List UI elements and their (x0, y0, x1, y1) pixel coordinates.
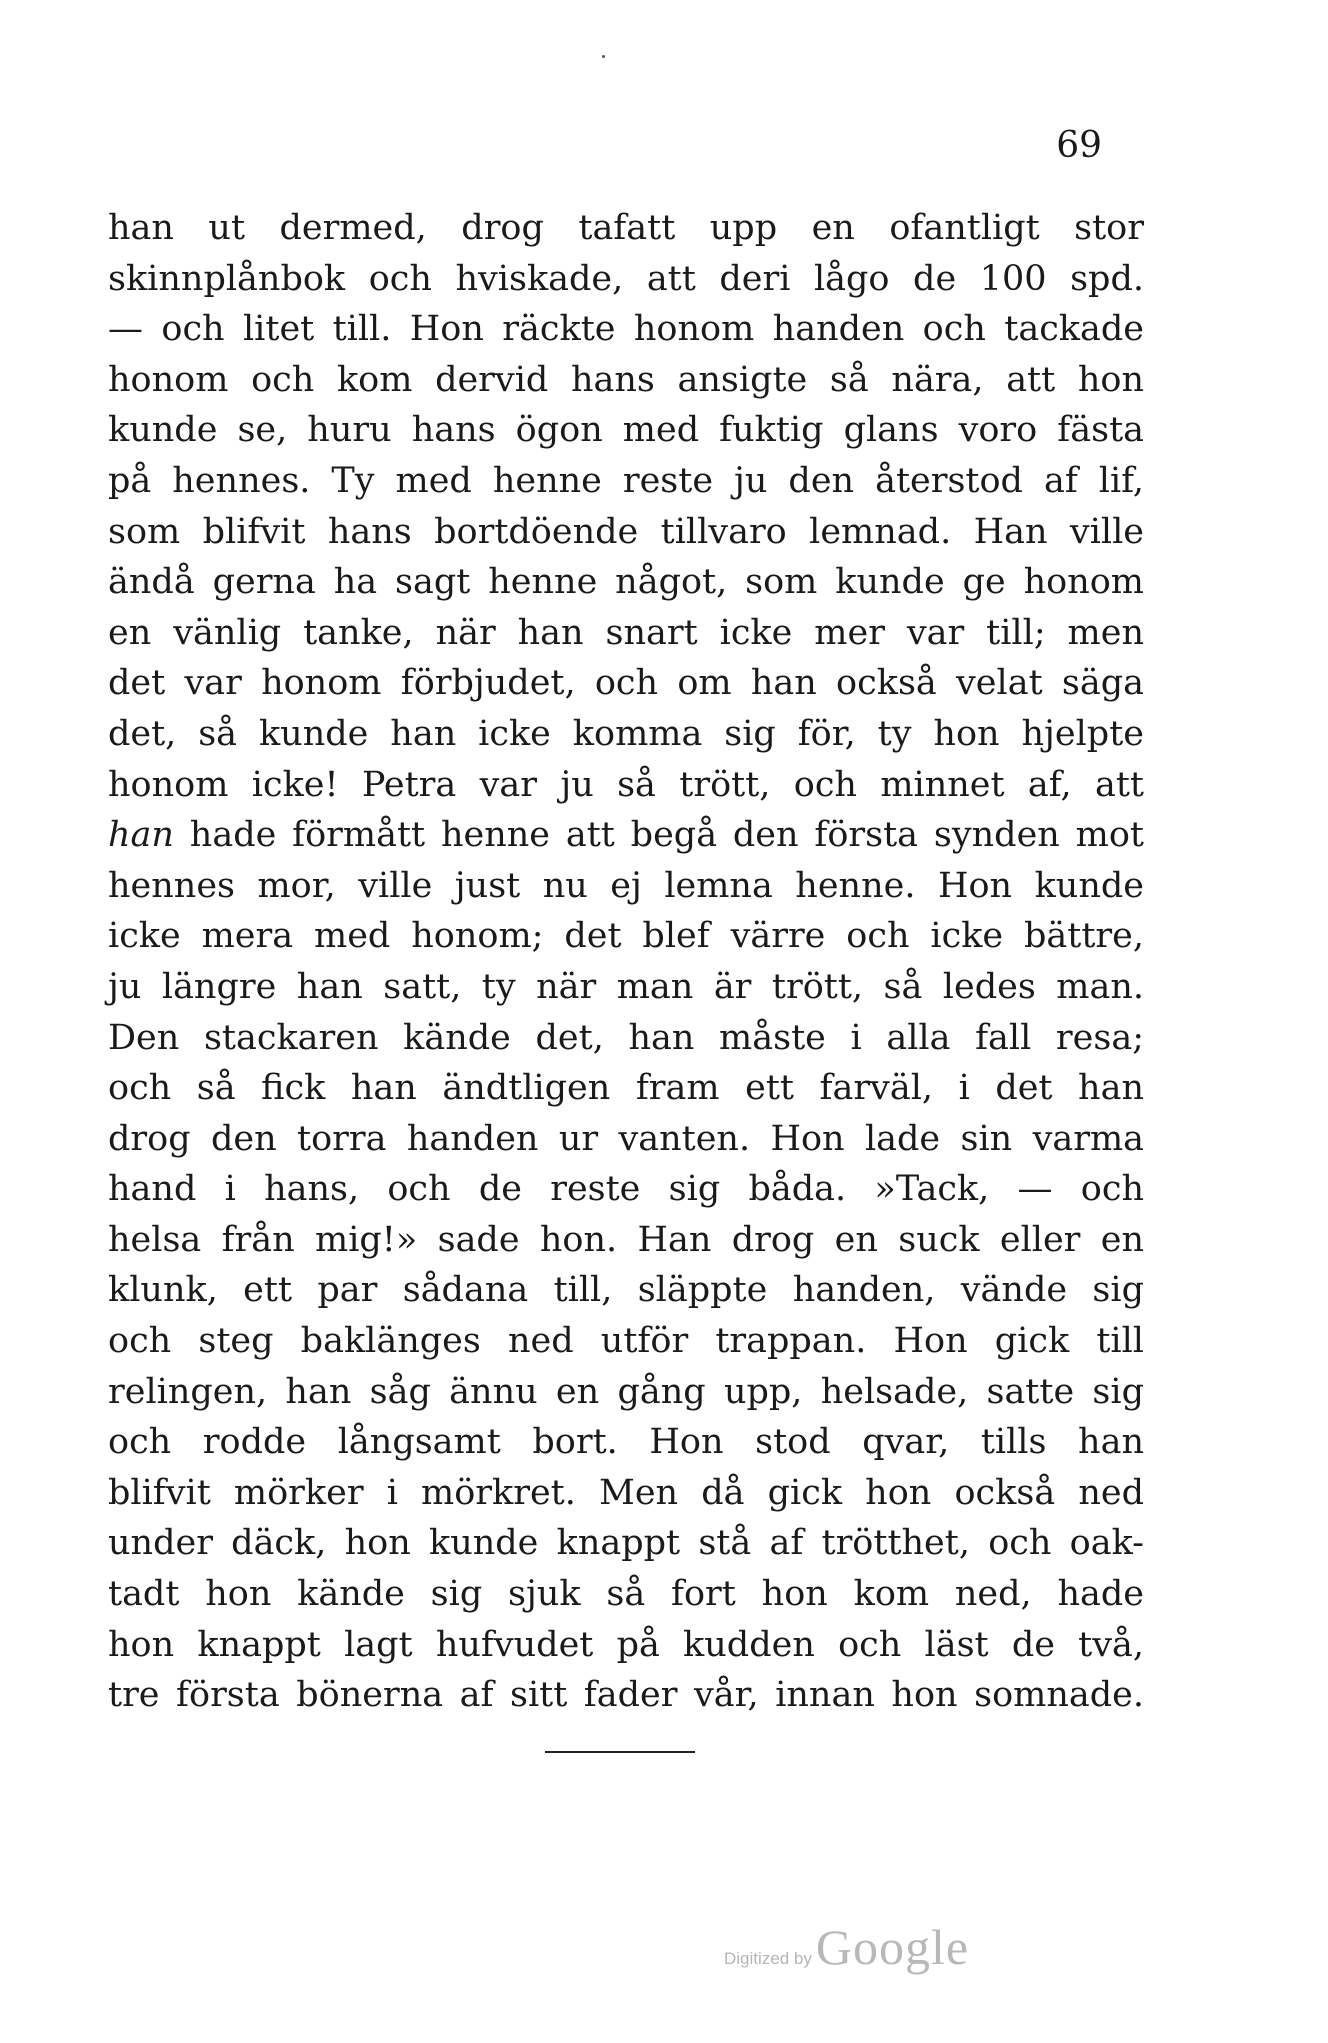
text-line: en vänlig tanke, när han snart icke mer var till; men (108, 612, 1144, 653)
text-line: hennes mor, ville just nu ej lemna henne. Hon kunde (108, 865, 1144, 906)
section-end-rule (545, 1751, 695, 1753)
text-line: helsa från mig!» sade hon. Han drog en suck eller en (108, 1219, 1144, 1260)
text-line: under däck, hon kunde knappt stå af trötthet, och oak- (108, 1523, 1144, 1564)
text-line: icke mera med honom; det blef värre och icke bättre, (108, 916, 1144, 957)
text-line: skinnplånbok och hviskade, att deri lågo de 100 spd. (108, 258, 1144, 299)
text-line-rest: hade förmått henne att begå den första synden mot (173, 815, 1144, 856)
text-line: det var honom förbjudet, och om han också velat säga (108, 663, 1144, 704)
text-line: det, så kunde han icke komma sig för, ty hon hjelpte (108, 713, 1144, 754)
text-line: som blifvit hans bortdöende tillvaro lemnad. Han ville (108, 511, 1144, 552)
text-line: och så fick han ändtligen fram ett farväl, i det han (108, 1068, 1144, 1109)
text-line: tre första bönerna af sitt fader vår, innan hon somnade. (108, 1675, 1144, 1716)
text-line: ändå gerna ha sagt henne något, som kunde ge honom (108, 562, 1144, 603)
watermark-prefix: Digitized by (724, 1949, 812, 1968)
print-speck (602, 55, 605, 58)
text-line: — och litet till. Hon räckte honom handen och tackade (108, 309, 1144, 350)
text-line: han ut dermed, drog tafatt upp en ofantligt stor (108, 208, 1144, 248)
text-line: kunde se, huru hans ögon med fuktig glans voro fästa (108, 410, 1144, 451)
watermark-brand: Google (815, 1919, 970, 1975)
text-line: hon knappt lagt hufvudet på kudden och läst de två, (108, 1624, 1144, 1665)
text-line: ju längre han satt, ty när man är trött, så ledes man. (108, 966, 1144, 1007)
text-line: honom icke! Petra var ju så trött, och minnet af, att (108, 764, 1144, 805)
text-line (108, 810, 1144, 861)
page-number: 69 (1056, 125, 1102, 166)
text-line: hand i hans, och de reste sig båda. »Tack, — och (108, 1169, 1144, 1210)
text-line: Den stackaren kände det, han måste i alla fall resa; (108, 1017, 1144, 1058)
text-line: blifvit mörker i mörkret. Men då gick hon också ned (108, 1472, 1144, 1513)
body-text (108, 203, 1144, 1721)
text-line: drog den torra handen ur vanten. Hon lade sin varma (108, 1118, 1144, 1159)
italic-word: han (108, 815, 174, 856)
text-line: honom och kom dervid hans ansigte så nära, att hon (108, 359, 1144, 400)
text-line: på hennes. Ty med henne reste ju den återstod af lif, (108, 460, 1144, 501)
text-line: och steg baklänges ned utför trappan. Hon gick till (108, 1321, 1144, 1362)
text-line: relingen, han såg ännu en gång upp, helsade, satte sig (108, 1371, 1144, 1412)
text-line: klunk, ett par sådana till, släppte handen, vände sig (108, 1270, 1144, 1311)
digitization-watermark (724, 1918, 969, 1976)
text-line: och rodde långsamt bort. Hon stod qvar, tills han (108, 1422, 1144, 1463)
text-line: tadt hon kände sig sjuk så fort hon kom ned, hade (108, 1574, 1144, 1615)
